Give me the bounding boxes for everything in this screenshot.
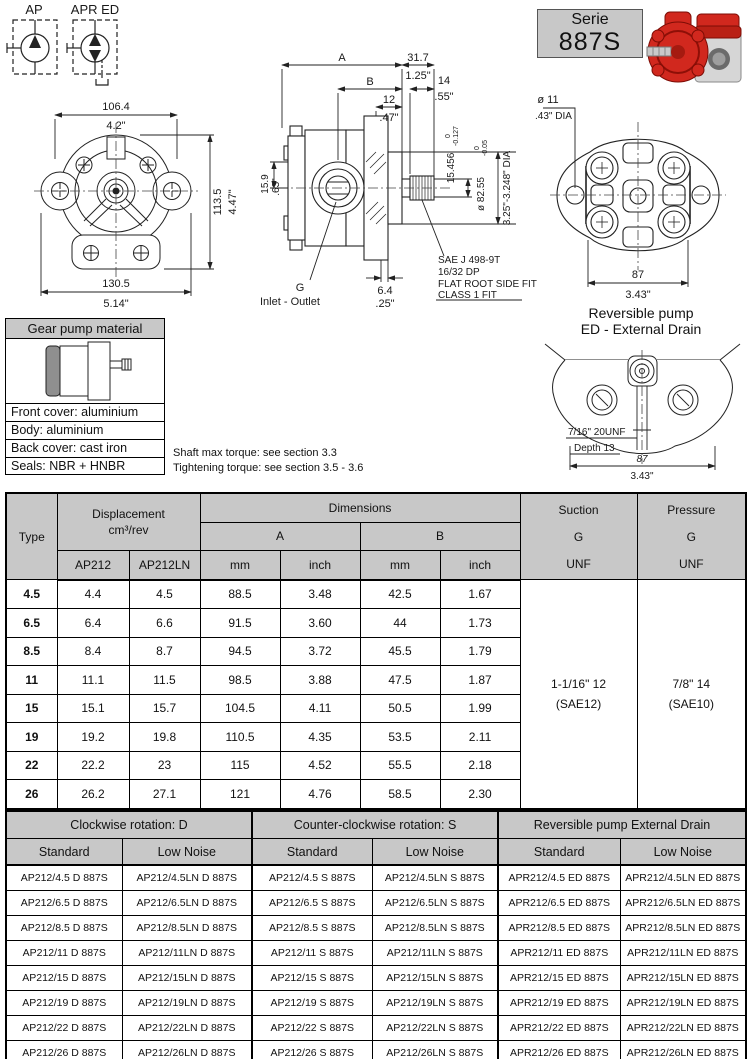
side-dim5-in: .25" [375, 298, 395, 310]
order-sub-lownoise: Low Noise [372, 839, 498, 866]
spec-cell-a-mm: 98.5 [200, 666, 280, 695]
spec-cell-b-in: 1.79 [440, 637, 520, 666]
side-dim3-in: .47" [379, 112, 399, 124]
order-cell: APR212/15 ED 887S [498, 966, 620, 991]
spec-cell-b-in: 2.18 [440, 751, 520, 780]
order-cell: AP212/22 S 887S [252, 1016, 372, 1041]
order-cell: AP212/4.5 S 887S [252, 865, 372, 891]
spline-note-line2: 16/32 DP [438, 267, 480, 278]
spec-cell-a-mm: 104.5 [200, 694, 280, 723]
spline-note-line3: FLAT ROOT SIDE FIT [438, 279, 537, 290]
front-base-mm: 130.5 [102, 278, 130, 290]
spec-cell-a-in: 3.88 [280, 666, 360, 695]
order-cell: AP212/22LN D 887S [122, 1016, 252, 1041]
specification-table [5, 492, 747, 810]
order-sub-lownoise: Low Noise [620, 839, 746, 866]
pilot-tol-lo: -0.05 [482, 140, 489, 156]
spec-header-b-mm: mm [360, 551, 440, 580]
spec-cell-b-in: 2.11 [440, 723, 520, 752]
spec-cell-ap212ln: 15.7 [129, 694, 200, 723]
order-cell: APR212/15LN ED 887S [620, 966, 746, 991]
reversible-pump-title [535, 305, 747, 337]
spec-header-pressure-line2: G [686, 529, 696, 544]
order-cell: AP212/26LN S 887S [372, 1041, 498, 1059]
side-dim3-mm: 12 [382, 94, 396, 106]
ordering-codes-table [5, 810, 747, 1059]
order-row [6, 1016, 746, 1041]
spec-header-ap212ln: AP212LN [129, 551, 200, 580]
drain-thread-label: 7/16" 20UNF [568, 427, 626, 438]
front-base-in: 5.14" [103, 298, 129, 310]
spec-cell-ap212: 4.4 [57, 580, 129, 609]
order-cell: AP212/8.5LN S 887S [372, 916, 498, 941]
spec-cell-a-in: 3.48 [280, 580, 360, 609]
order-group-counter-clockwise: Counter-clockwise rotation: S [252, 811, 498, 839]
spec-header-a-inch: inch [280, 551, 360, 580]
order-cell: APR212/11LN ED 887S [620, 941, 746, 966]
pilot-dim-mm: ø 82.55 [476, 177, 487, 211]
order-cell: AP212/6.5LN S 887S [372, 891, 498, 916]
spec-cell-type: 4.5 [6, 580, 57, 609]
side-dim5-mm: 6.4 [377, 285, 393, 297]
spec-cell-b-mm: 45.5 [360, 637, 440, 666]
tightening-torque-note: Tightening torque: see section 3.5 - 3.6 [173, 462, 364, 474]
spec-header-dimensions: Dimensions [200, 493, 520, 522]
spec-cell-type: 15 [6, 694, 57, 723]
spec-cell-ap212ln: 6.6 [129, 609, 200, 638]
spec-cell-ap212ln: 19.8 [129, 723, 200, 752]
series-label: Serie [571, 10, 609, 28]
spec-cell-b-in: 2.30 [440, 780, 520, 809]
order-cell: AP212/15LN S 887S [372, 966, 498, 991]
reversible-width-in: 3.43" [630, 471, 654, 482]
spline-note-line4: CLASS 1 FIT [438, 290, 497, 301]
suction-sae: (SAE12) [555, 696, 602, 711]
material-front-cover: Front cover: aluminium [6, 403, 164, 421]
order-cell: APR212/4.5LN ED 887S [620, 865, 746, 891]
rear-width-mm: 87 [631, 269, 645, 281]
order-group-reversible: Reversible pump External Drain [498, 811, 746, 839]
material-seals: Seals: NBR + HNBR [6, 457, 164, 475]
spec-header-displacement-line2: cm³/rev [108, 523, 149, 537]
spec-cell-a-mm: 91.5 [200, 609, 280, 638]
spec-cell-ap212: 15.1 [57, 694, 129, 723]
spec-cell-b-mm: 58.5 [360, 780, 440, 809]
reversible-drain-drawing [540, 342, 745, 487]
apr-ed-symbol-label: APR ED [70, 2, 120, 17]
side-view-drawing [258, 48, 560, 318]
spec-cell-ap212: 6.4 [57, 609, 129, 638]
spec-header-ap212: AP212 [57, 551, 129, 580]
spec-cell-b-mm: 47.5 [360, 666, 440, 695]
torque-notes [173, 446, 363, 476]
order-row [6, 891, 746, 916]
order-cell: AP212/8.5 D 887S [6, 916, 122, 941]
spec-cell-ap212: 19.2 [57, 723, 129, 752]
spec-cell-a-in: 3.60 [280, 609, 360, 638]
order-row [6, 966, 746, 991]
material-back-cover: Back cover: cast iron [6, 439, 164, 457]
spec-header-pressure-line3: UNF [678, 556, 704, 571]
order-cell: AP212/15 D 887S [6, 966, 122, 991]
side-dim-b-label: B [366, 76, 374, 88]
order-cell: APR212/6.5 ED 887S [498, 891, 620, 916]
spec-cell-pressure [637, 580, 746, 809]
spec-cell-b-mm: 44 [360, 609, 440, 638]
order-cell: AP212/26LN D 887S [122, 1041, 252, 1059]
order-group-header-row [6, 811, 746, 839]
spec-cell-b-in: 1.99 [440, 694, 520, 723]
side-dim2-in: .55" [434, 91, 454, 103]
spec-cell-b-in: 1.67 [440, 580, 520, 609]
spec-header-pressure-line1: Pressure [667, 502, 716, 517]
side-dim-a-label: A [338, 52, 346, 64]
order-cell: AP212/4.5LN S 887S [372, 865, 498, 891]
spec-cell-type: 22 [6, 751, 57, 780]
order-cell: AP212/8.5LN D 887S [122, 916, 252, 941]
spec-header-suction-line3: UNF [566, 556, 591, 571]
suction-size: 1-1/16" 12 [551, 676, 607, 691]
order-cell: APR212/6.5LN ED 887S [620, 891, 746, 916]
front-width-mm: 106.4 [102, 101, 130, 113]
order-cell: APR212/19 ED 887S [498, 991, 620, 1016]
order-cell: APR212/11 ED 887S [498, 941, 620, 966]
port-label: G [295, 282, 305, 294]
order-cell: AP212/4.5LN D 887S [122, 865, 252, 891]
pilot-dim-in: 3.25"-3.248" DIA [502, 150, 513, 226]
order-cell: AP212/19LN S 887S [372, 991, 498, 1016]
order-cell: AP212/11LN D 887S [122, 941, 252, 966]
order-row [6, 1041, 746, 1059]
order-cell: AP212/6.5LN D 887S [122, 891, 252, 916]
order-cell: AP212/15LN D 887S [122, 966, 252, 991]
front-view-drawing [20, 95, 250, 310]
pressure-size: 7/8" 14 [672, 676, 711, 691]
order-cell: AP212/11 D 887S [6, 941, 122, 966]
order-subheader-row [6, 839, 746, 866]
order-row [6, 991, 746, 1016]
spec-cell-a-in: 3.72 [280, 637, 360, 666]
drain-depth-label: Depth 13 [574, 443, 615, 454]
spec-cell-type: 6.5 [6, 609, 57, 638]
spec-header-suction-line2: G [573, 529, 584, 544]
spec-cell-a-in: 4.76 [280, 780, 360, 809]
spec-cell-ap212ln: 11.5 [129, 666, 200, 695]
order-cell: APR212/8.5LN ED 887S [620, 916, 746, 941]
shaft-torque-note: Shaft max torque: see section 3.3 [173, 447, 337, 459]
spec-cell-b-mm: 42.5 [360, 580, 440, 609]
spec-cell-type: 8.5 [6, 637, 57, 666]
spec-header-a-mm: mm [200, 551, 280, 580]
spec-cell-type: 19 [6, 723, 57, 752]
material-body: Body: aluminium [6, 421, 164, 439]
order-cell: AP212/15 S 887S [252, 966, 372, 991]
spec-cell-ap212: 8.4 [57, 637, 129, 666]
spec-cell-b-mm: 53.5 [360, 723, 440, 752]
spec-row [6, 580, 746, 609]
order-cell: APR212/8.5 ED 887S [498, 916, 620, 941]
pressure-sae: (SAE10) [668, 696, 714, 711]
spec-cell-ap212: 26.2 [57, 780, 129, 809]
spec-header-b: B [360, 522, 520, 551]
order-cell: AP212/19 D 887S [6, 991, 122, 1016]
spec-cell-a-mm: 121 [200, 780, 280, 809]
front-height-in: 4.47" [227, 189, 239, 215]
spec-cell-type: 11 [6, 666, 57, 695]
pilot-tol-hi: 0 [474, 146, 481, 150]
spec-cell-suction [520, 580, 637, 809]
series-value: 887S [558, 27, 622, 56]
spec-header-displacement [57, 493, 200, 551]
order-cell: APR212/26LN ED 887S [620, 1041, 746, 1059]
shaft-tol-hi: 0 [445, 134, 452, 138]
spec-cell-ap212ln: 4.5 [129, 580, 200, 609]
material-info-box [5, 318, 165, 475]
spec-cell-ap212: 22.2 [57, 751, 129, 780]
order-sub-standard: Standard [6, 839, 122, 866]
spec-cell-b-in: 1.73 [440, 609, 520, 638]
spec-cell-a-in: 4.11 [280, 694, 360, 723]
spec-cell-ap212ln: 8.7 [129, 637, 200, 666]
port-caption: Inlet - Outlet [260, 296, 320, 308]
spec-header-displacement-line1: Displacement [92, 507, 165, 521]
order-cell: AP212/11 S 887S [252, 941, 372, 966]
order-cell: AP212/6.5 S 887S [252, 891, 372, 916]
order-cell: AP212/22 D 887S [6, 1016, 122, 1041]
order-cell: AP212/26 S 887S [252, 1041, 372, 1059]
reversible-title-line2: ED - External Drain [580, 321, 702, 337]
spec-cell-ap212ln: 27.1 [129, 780, 200, 809]
spec-cell-a-mm: 110.5 [200, 723, 280, 752]
order-cell: AP212/6.5 D 887S [6, 891, 122, 916]
order-row [6, 865, 746, 891]
order-cell: APR212/26 ED 887S [498, 1041, 620, 1059]
spec-cell-ap212ln: 23 [129, 751, 200, 780]
order-cell: AP212/26 D 887S [6, 1041, 122, 1059]
spec-cell-a-in: 4.52 [280, 751, 360, 780]
order-cell: AP212/19 S 887S [252, 991, 372, 1016]
spec-header-b-inch: inch [440, 551, 520, 580]
spec-header-a: A [200, 522, 360, 551]
order-cell: AP212/19LN D 887S [122, 991, 252, 1016]
spec-cell-a-in: 4.35 [280, 723, 360, 752]
order-cell: AP212/11LN S 887S [372, 941, 498, 966]
spec-header-suction [520, 493, 637, 580]
ap-symbol-label: AP [25, 2, 43, 17]
material-pump-figure [6, 339, 164, 403]
material-box-title: Gear pump material [6, 319, 164, 339]
spec-header-pressure [637, 493, 746, 580]
order-row [6, 916, 746, 941]
spec-cell-a-mm: 94.5 [200, 637, 280, 666]
spec-cell-b-mm: 55.5 [360, 751, 440, 780]
spec-cell-a-mm: 88.5 [200, 580, 280, 609]
order-sub-lownoise: Low Noise [122, 839, 252, 866]
side-dim1-mm: 31.7 [407, 52, 429, 64]
pump-product-photo [645, 4, 750, 94]
side-dim1-in: 1.25" [405, 70, 431, 82]
spec-cell-ap212: 11.1 [57, 666, 129, 695]
side-dim4-mm: 15.9 [260, 174, 271, 194]
side-dim2-mm: 14 [437, 75, 451, 87]
order-cell: APR212/22 ED 887S [498, 1016, 620, 1041]
shaft-tol-lo: -0.127 [453, 126, 460, 146]
shaft-dim-mm: 15.456 [446, 152, 457, 184]
spec-cell-b-mm: 50.5 [360, 694, 440, 723]
reversible-title-line1: Reversible pump [588, 305, 694, 321]
hydraulic-symbols-drawing [5, 2, 145, 90]
order-cell: APR212/22LN ED 887S [620, 1016, 746, 1041]
order-cell: AP212/8.5 S 887S [252, 916, 372, 941]
reversible-width-mm: 87 [636, 454, 648, 465]
front-width-in: 4.2" [106, 120, 126, 132]
front-height-mm: 113.5 [212, 188, 224, 216]
spec-cell-a-mm: 115 [200, 751, 280, 780]
rear-view-drawing [535, 90, 750, 302]
rear-hole-dia-in: .43" DIA [535, 111, 572, 122]
spec-header-type: Type [6, 493, 57, 580]
order-group-clockwise: Clockwise rotation: D [6, 811, 252, 839]
side-dim4-in: .63" [271, 178, 282, 196]
spline-note-line1: SAE J 498-9T [438, 255, 501, 266]
rear-hole-dia-mm: ø 11 [537, 94, 559, 106]
spec-header-suction-line1: Suction [558, 502, 599, 517]
order-sub-standard: Standard [498, 839, 620, 866]
rear-width-in: 3.43" [625, 289, 651, 301]
order-row [6, 941, 746, 966]
order-cell: APR212/4.5 ED 887S [498, 865, 620, 891]
spec-cell-type: 26 [6, 780, 57, 809]
spec-cell-b-in: 1.87 [440, 666, 520, 695]
order-sub-standard: Standard [252, 839, 372, 866]
order-cell: AP212/4.5 D 887S [6, 865, 122, 891]
order-cell: APR212/19LN ED 887S [620, 991, 746, 1016]
order-cell: AP212/22LN S 887S [372, 1016, 498, 1041]
